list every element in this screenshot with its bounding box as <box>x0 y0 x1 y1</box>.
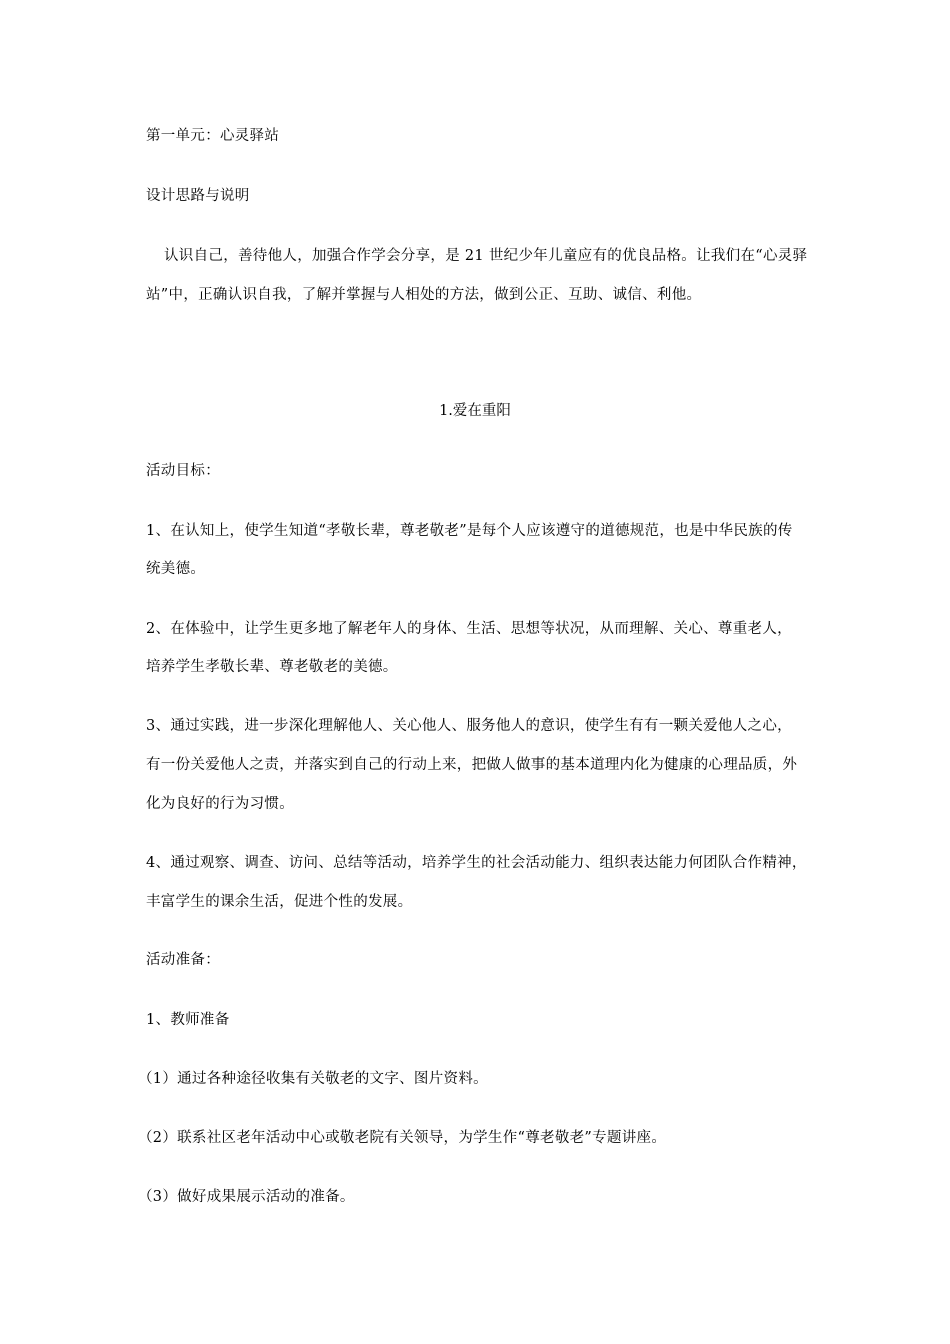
intro-line-1: 认识自己，善待他人，加强合作学会分享，是 21 世纪少年儿童应有的优良品格。让我们在“心灵驿 <box>164 248 808 264</box>
teacher-prep-heading: 1、教师准备 <box>146 1012 230 1028</box>
goal-2-line-1: 2、在体验中，让学生更多地了解老年人的身体、生活、思想等状况，从而理解、关心、尊重老人， <box>146 621 792 637</box>
goals-heading: 活动目标： <box>146 463 220 479</box>
prep-heading: 活动准备： <box>146 952 220 968</box>
goal-1-line-1: 1、在认知上，使学生知道“孝敬长辈，尊老敬老”是每个人应该遵守的道德规范，也是中华民族的传 <box>146 523 793 539</box>
design-heading: 设计思路与说明 <box>146 188 250 204</box>
goal-2-line-2: 培养学生孝敬长辈、尊老敬老的美德。 <box>146 659 398 675</box>
goal-3-line-2: 有一份关爱他人之责，并落实到自己的行动上来，把做人做事的基本道理内化为健康的心理品质，外 <box>146 757 798 773</box>
goal-4-line-1: 4、通过观察、调查、访问、总结等活动，培养学生的社会活动能力、组织表达能力何团队合作精神， <box>146 855 807 871</box>
goal-1-line-2: 统美德。 <box>146 561 206 577</box>
teacher-prep-item-1: （1）通过各种途径收集有关敬老的文字、图片资料。 <box>138 1071 488 1087</box>
unit-title: 第一单元：心灵驿站 <box>146 128 280 144</box>
goal-3-line-3: 化为良好的行为习惯。 <box>146 796 294 812</box>
goal-3-line-1: 3、通过实践，进一步深化理解他人、关心他人、服务他人的意识，使学生有有一颗关爱他人之心， <box>146 718 792 734</box>
lesson-title: 1.爱在重阳 <box>439 403 511 419</box>
intro-line-2: 站”中，正确认识自我，了解并掌握与人相处的方法，做到公正、互助、诚信、利他。 <box>146 287 702 303</box>
teacher-prep-item-3: （3）做好成果展示活动的准备。 <box>138 1189 355 1205</box>
teacher-prep-item-2: （2）联系社区老年活动中心或敬老院有关领导，为学生作“尊老敬老”专题讲座。 <box>138 1130 667 1146</box>
goal-4-line-2: 丰富学生的课余生活，促进个性的发展。 <box>146 894 413 910</box>
